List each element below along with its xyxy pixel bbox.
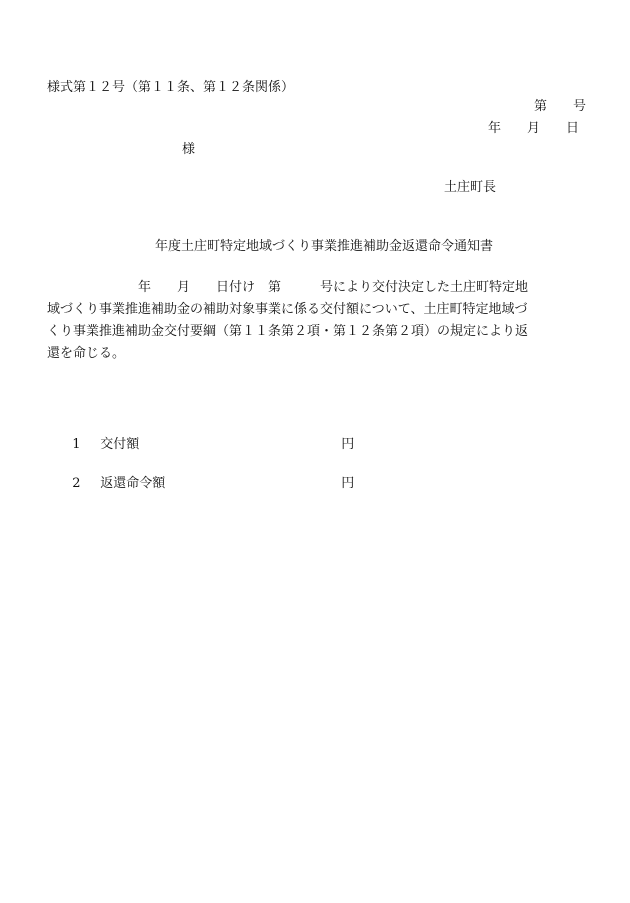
body-paragraph [47,277,599,365]
item-number: 2 [72,476,81,491]
item-number: 1 [72,437,81,452]
addressee: 様 [182,142,196,157]
item-label: 交付額 [100,437,140,452]
form-label: 様式第１２号（第１１条、第１２条関係） [47,80,295,95]
item-grant-amount [64,421,354,453]
body-line: くり事業推進補助金交付要綱（第１１条第２項・第１２条第２項）の規定により返 [47,324,529,339]
body-line: 年 月 日付け 第 号により交付決定した土庄町特定地 [47,280,529,295]
item-refund-amount [64,460,354,492]
body-line: 還を命じる。 [47,346,126,361]
document-number: 第 号 [534,99,587,114]
item-label: 返還命令額 [100,476,166,491]
item-unit: 円 [341,437,355,452]
body-line: 域づくり事業推進補助金の補助対象事業に係る交付額について、土庄町特定地域づ [47,302,528,317]
item-unit: 円 [341,476,355,491]
document-title: 年度土庄町特定地域づくり事業推進補助金返還命令通知書 [155,239,494,254]
document-date: 年 月 日 [488,121,580,136]
issuer: 土庄町長 [444,180,497,195]
